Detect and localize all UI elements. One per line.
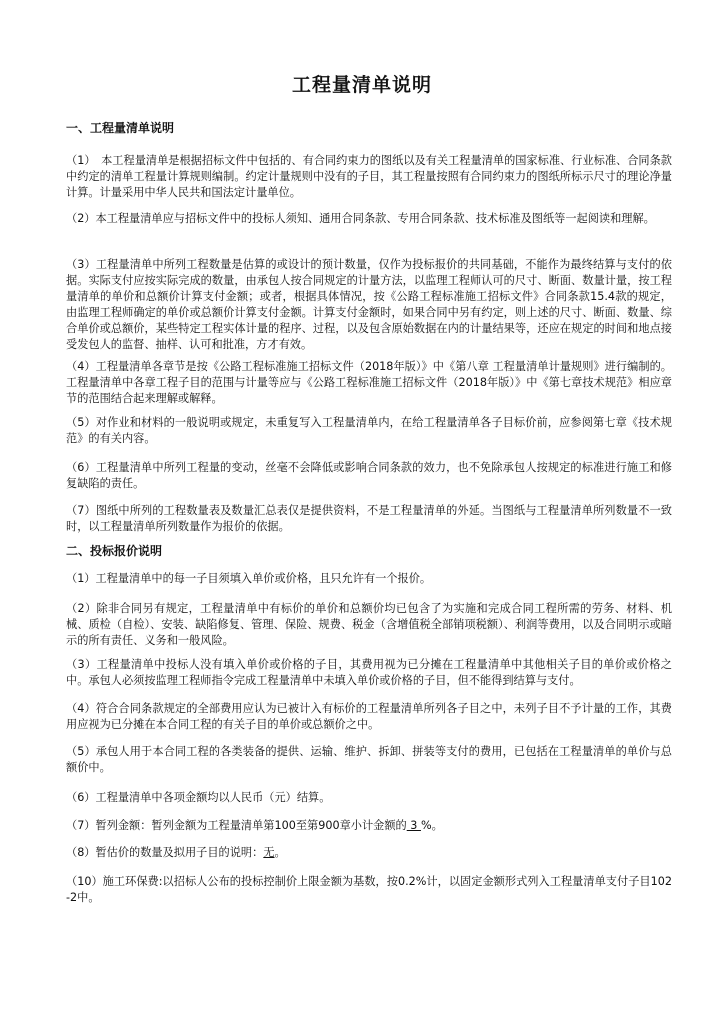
item7-suffix: %。 [420, 819, 443, 832]
provisional-sum-value: 无 [263, 846, 275, 859]
section-heading-1: 一、工程量清单说明 [66, 121, 175, 135]
document-title: 工程量清单说明 [291, 74, 432, 96]
section2-paragraph-6: （6）工程量清单中各项金额均以人民币（元）结算。 [66, 791, 331, 804]
item7-prefix: （7）暂列金额：暂列金额为工程量清单第100至第900章小计金额的 [66, 819, 407, 832]
contingency-percent-value: 3 [406, 819, 421, 832]
section2-paragraph-5: （5）承包人用于本合同工程的各类装备的提供、运输、维护、拆卸、拼装等支付的费用，已包括在工程量清单的单价与总额价中。 [66, 745, 672, 774]
section2-paragraph-1: （1）工程量清单中的每一子目须填入单价或价格，且只允许有一个报价。 [66, 572, 432, 585]
section1-paragraph-1: （1） 本工程量清单是根据招标文件中包括的、有合同约束力的图纸以及有关工程量清单的国家标准、行业标准、合同条款中约定的清单工程量计算规则编制。约定计量规则中没有的子目，其工程量按照有合同约束力的图纸所标示尺寸的理论净量计算。计量采用中华人民共和国法定计量单位。 [66, 154, 672, 199]
section2-paragraph-4: （4）符合合同条款规定的全部费用应认为已被计入有标价的工程量清单所列各子目之中，未列子目不予计量的工作，其费用应视为已分摊在本合同工程的有关子目的单价或总额价之中。 [66, 702, 672, 731]
section1-paragraph-5: （5）对作业和材料的一般说明或规定，未重复写入工程量清单内，在给工程量清单各子目标价前，应参阅第七章《技术规范》的有关内容。 [66, 416, 672, 445]
item8-suffix: 。 [274, 846, 286, 859]
section1-paragraph-3: （3）工程量清单中所列工程数量是估算的或设计的预计数量，仅作为投标报价的共同基础，不能作为最终结算与支付的依据。实际支付应按实际完成的数量，由承包人按合同规定的计量方法，以监理工程师认可的尺寸、断面、数量计量，按工程量清单的单价和总额价计算支付金额；或者，根据具体情况，按《公路工程标准施工招标文件》合同条款15.4款的规定，由监理工程师确定的单价或总额价计算支付金额。计算支付金额时，如果合同中另有约定，则上述的尺寸、断面、数量、综合单价或总额价，某些特定工程实体计量的程序、过程，以及包含原始数据在内的计量结果等，还应在规定的时间和地点接受发包人的监督、抽样、认可和批准，方才有效。 [66, 258, 672, 351]
section2-item-10: （10）施工环保费:以招标人公布的投标控制价上限金额为基数，按0.2%计，以固定金额形式列入工程量清单支付子目102-2中。 [66, 875, 672, 904]
section1-paragraph-6: （6）工程量清单中所列工程量的变动，丝毫不会降低或影响合同条款的效力，也不免除承包人按规定的标准进行施工和修复缺陷的责任。 [66, 461, 672, 490]
section1-paragraph-7: （7）图纸中所列的工程数量表及数量汇总表仅是提供资料，不是工程量清单的外延。当图纸与工程量清单所列数量不一致时，以工程量清单所列数量作为报价的依据。 [66, 504, 672, 533]
section1-paragraph-4: （4）工程量清单各章节是按《公路工程标准施工招标文件（2018年版）》中《第八章 工程量清单计量规则》进行编制的。工程量清单中各章工程子目的范围与计量等应与《公路工程标准施工招标文件（2018年版）》中《第七章技术规范》相应章节的范围结合起来理解或解释。 [66, 360, 672, 405]
section2-paragraph-2: （2）除非合同另有规定，工程量清单中有标价的单价和总额价均已包含了为实施和完成合同工程所需的劳务、材料、机械、质检（自检）、安装、缺陷修复、管理、保险、规费、税金（含增值税全部销项税额）、利润等费用，以及合同明示或暗示的所有责任、义务和一般风险。 [66, 602, 672, 647]
section2-item-8 [66, 845, 672, 861]
section2-item-7 [66, 818, 672, 834]
item8-prefix: （8）暂估价的数量及拟用子目的说明： [66, 846, 264, 859]
section2-paragraph-3: （3）工程量清单中投标人没有填入单价或价格的子目，其费用视为已分摊在工程量清单中其他相关子目的单价或价格之中。承包人必须按监理工程师指令完成工程量清单中未填入单价或价格的子目，但不能得到结算与支付。 [66, 658, 672, 687]
section-heading-2: 二、投标报价说明 [66, 544, 163, 558]
section1-paragraph-2: （2）本工程量清单应与招标文件中的投标人须知、通用合同条款、专用合同条款、技术标准及图纸等一起阅读和理解。 [66, 212, 655, 225]
